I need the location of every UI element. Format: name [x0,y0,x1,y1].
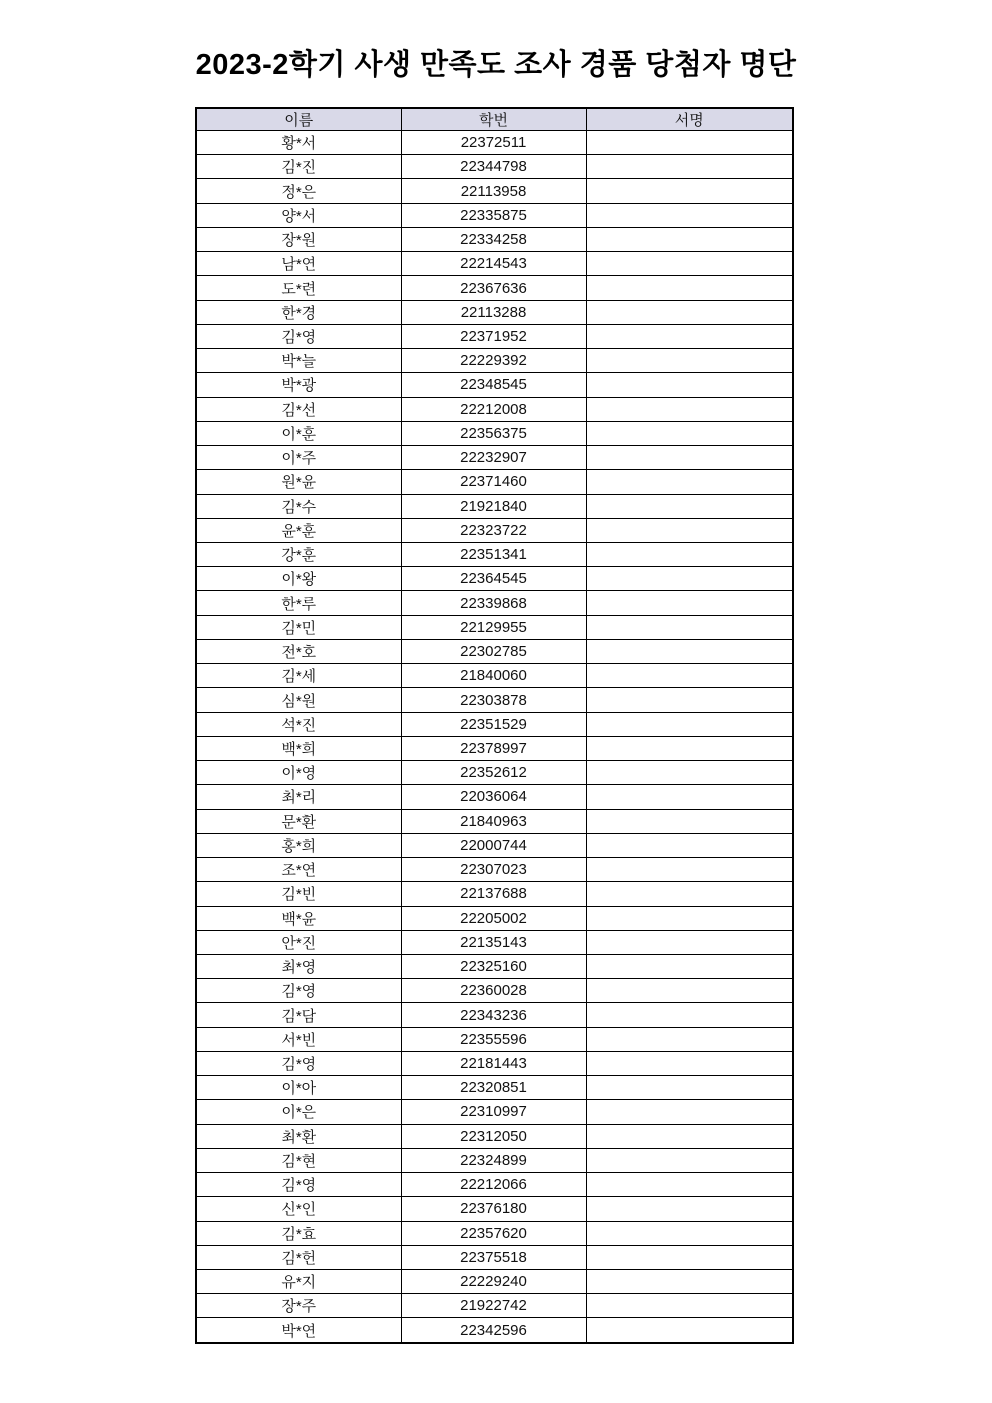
signature-cell [586,276,793,300]
student-id: 22302785 [401,639,586,663]
header-row [196,108,793,131]
student-id: 22323722 [401,518,586,542]
student-id: 22036064 [401,785,586,809]
winner-name: 김*영 [196,1173,401,1197]
student-id: 22356375 [401,421,586,445]
signature-cell [586,1124,793,1148]
student-id: 22348545 [401,373,586,397]
signature-cell [586,833,793,857]
table-row [196,300,793,324]
student-id: 22229392 [401,349,586,373]
column-header-name: 이름 [196,108,401,131]
table-row [196,1003,793,1027]
student-id: 22376180 [401,1197,586,1221]
student-id: 22339868 [401,591,586,615]
student-id: 22135143 [401,930,586,954]
student-id: 22351341 [401,542,586,566]
student-id: 22325160 [401,954,586,978]
signature-cell [586,1245,793,1269]
table-row [196,664,793,688]
winner-name: 김*영 [196,324,401,348]
signature-cell [586,1318,793,1343]
student-id: 21840060 [401,664,586,688]
table-row [196,1124,793,1148]
student-id: 22212066 [401,1173,586,1197]
winner-name: 장*주 [196,1294,401,1318]
student-id: 22232907 [401,446,586,470]
winner-name: 최*환 [196,1124,401,1148]
winner-name: 김*효 [196,1221,401,1245]
signature-cell [586,930,793,954]
column-header-student-id: 학번 [401,108,586,131]
signature-cell [586,954,793,978]
winner-name: 최*리 [196,785,401,809]
table-row [196,954,793,978]
student-id: 22137688 [401,882,586,906]
table-row [196,882,793,906]
table-row [196,1027,793,1051]
signature-cell [586,518,793,542]
winner-name: 김*선 [196,397,401,421]
winner-name: 김*영 [196,979,401,1003]
signature-cell [586,1027,793,1051]
table-row [196,688,793,712]
table-row [196,639,793,663]
winner-name: 석*진 [196,712,401,736]
winner-name: 황*서 [196,131,401,155]
student-id: 22371460 [401,470,586,494]
winner-name: 이*아 [196,1076,401,1100]
table-row [196,1197,793,1221]
signature-cell [586,131,793,155]
winner-name: 전*호 [196,639,401,663]
signature-cell [586,179,793,203]
winner-name: 김*현 [196,1148,401,1172]
signature-cell [586,615,793,639]
signature-cell [586,1173,793,1197]
winner-name: 정*은 [196,179,401,203]
signature-cell [586,421,793,445]
winner-name: 양*서 [196,203,401,227]
winner-name: 김*수 [196,494,401,518]
table-row [196,494,793,518]
signature-cell [586,664,793,688]
student-id: 22335875 [401,203,586,227]
signature-cell [586,1003,793,1027]
student-id: 21922742 [401,1294,586,1318]
table-row [196,785,793,809]
winner-name: 박*광 [196,373,401,397]
winner-name: 김*영 [196,1051,401,1075]
winner-name: 원*윤 [196,470,401,494]
table-row [196,858,793,882]
student-id: 22113958 [401,179,586,203]
signature-cell [586,373,793,397]
signature-cell [586,736,793,760]
student-id: 22334258 [401,227,586,251]
winner-name: 백*윤 [196,906,401,930]
signature-cell [586,1294,793,1318]
signature-cell [586,979,793,1003]
signature-cell [586,1100,793,1124]
student-id: 22375518 [401,1245,586,1269]
signature-cell [586,1076,793,1100]
page-title: 2023-2학기 사생 만족도 조사 경품 당첨자 명단 [195,49,797,81]
table-row [196,979,793,1003]
winner-name: 조*연 [196,858,401,882]
winner-name: 장*원 [196,227,401,251]
winner-name: 홍*희 [196,833,401,857]
student-id: 22312050 [401,1124,586,1148]
winner-name: 이*왕 [196,567,401,591]
table-row [196,615,793,639]
winner-name: 안*진 [196,930,401,954]
student-id: 21840963 [401,809,586,833]
table-row [196,809,793,833]
table-row [196,761,793,785]
winner-name: 김*담 [196,1003,401,1027]
table-row [196,1318,793,1343]
winner-name: 이*영 [196,761,401,785]
table-row [196,1076,793,1100]
winner-name: 이*주 [196,446,401,470]
table-row [196,1294,793,1318]
winner-name: 이*은 [196,1100,401,1124]
student-id: 22355596 [401,1027,586,1051]
student-id: 22000744 [401,833,586,857]
table-row [196,1051,793,1075]
table-row [196,906,793,930]
signature-cell [586,785,793,809]
student-id: 22113288 [401,300,586,324]
winner-name: 남*연 [196,252,401,276]
winner-name: 심*원 [196,688,401,712]
table-row [196,736,793,760]
student-id: 22129955 [401,615,586,639]
signature-cell [586,300,793,324]
student-id: 22229240 [401,1270,586,1294]
signature-cell [586,639,793,663]
table-row [196,397,793,421]
signature-cell [586,203,793,227]
winner-name: 백*희 [196,736,401,760]
table-row [196,591,793,615]
student-id: 22212008 [401,397,586,421]
student-id: 22214543 [401,252,586,276]
table-row [196,1270,793,1294]
student-id: 22320851 [401,1076,586,1100]
signature-cell [586,1051,793,1075]
winner-name: 김*민 [196,615,401,639]
winner-name: 김*빈 [196,882,401,906]
column-header-signature: 서명 [586,108,793,131]
signature-cell [586,397,793,421]
winner-name: 김*진 [196,155,401,179]
table-row [196,1100,793,1124]
table-row [196,324,793,348]
student-id: 22324899 [401,1148,586,1172]
table-row [196,1221,793,1245]
signature-cell [586,324,793,348]
student-id: 22364545 [401,567,586,591]
student-id: 22371952 [401,324,586,348]
student-id: 22307023 [401,858,586,882]
winner-name: 김*헌 [196,1245,401,1269]
winner-name: 이*훈 [196,421,401,445]
student-id: 22344798 [401,155,586,179]
signature-cell [586,761,793,785]
student-id: 22352612 [401,761,586,785]
student-id: 22342596 [401,1318,586,1343]
student-id: 22303878 [401,688,586,712]
table-row [196,930,793,954]
table-row [196,833,793,857]
table-row [196,446,793,470]
table-row [196,203,793,227]
table-row [196,1245,793,1269]
signature-cell [586,809,793,833]
student-id: 22367636 [401,276,586,300]
table-row [196,567,793,591]
signature-cell [586,155,793,179]
table-row [196,1148,793,1172]
table-row [196,131,793,155]
winner-name: 한*루 [196,591,401,615]
winner-name: 박*늘 [196,349,401,373]
signature-cell [586,349,793,373]
winner-name: 윤*훈 [196,518,401,542]
student-id: 22360028 [401,979,586,1003]
signature-cell [586,1270,793,1294]
student-id: 22181443 [401,1051,586,1075]
student-id: 22343236 [401,1003,586,1027]
signature-cell [586,446,793,470]
table-row [196,179,793,203]
signature-cell [586,1221,793,1245]
signature-cell [586,591,793,615]
table-row [196,542,793,566]
table-row [196,470,793,494]
signature-cell [586,688,793,712]
table-row [196,252,793,276]
winner-name: 강*훈 [196,542,401,566]
signature-cell [586,858,793,882]
table-row [196,349,793,373]
winner-name: 신*인 [196,1197,401,1221]
winner-name: 유*지 [196,1270,401,1294]
student-id: 22351529 [401,712,586,736]
signature-cell [586,1148,793,1172]
student-id: 22205002 [401,906,586,930]
winner-name: 박*연 [196,1318,401,1343]
table-row [196,373,793,397]
winner-name: 도*련 [196,276,401,300]
student-id: 22357620 [401,1221,586,1245]
signature-cell [586,1197,793,1221]
table-row [196,712,793,736]
student-id: 22372511 [401,131,586,155]
table-row [196,227,793,251]
winner-name: 서*빈 [196,1027,401,1051]
signature-cell [586,542,793,566]
winner-table [195,107,794,1344]
signature-cell [586,252,793,276]
winner-name: 문*환 [196,809,401,833]
table-body [196,131,793,1344]
signature-cell [586,567,793,591]
signature-cell [586,882,793,906]
student-id: 22378997 [401,736,586,760]
signature-cell [586,712,793,736]
winner-name: 김*세 [196,664,401,688]
student-id: 22310997 [401,1100,586,1124]
signature-cell [586,906,793,930]
winner-name: 최*영 [196,954,401,978]
table-row [196,518,793,542]
table-row [196,155,793,179]
winner-name: 한*경 [196,300,401,324]
table-row [196,276,793,300]
student-id: 21921840 [401,494,586,518]
table-row [196,1173,793,1197]
signature-cell [586,227,793,251]
signature-cell [586,470,793,494]
table-row [196,421,793,445]
signature-cell [586,494,793,518]
